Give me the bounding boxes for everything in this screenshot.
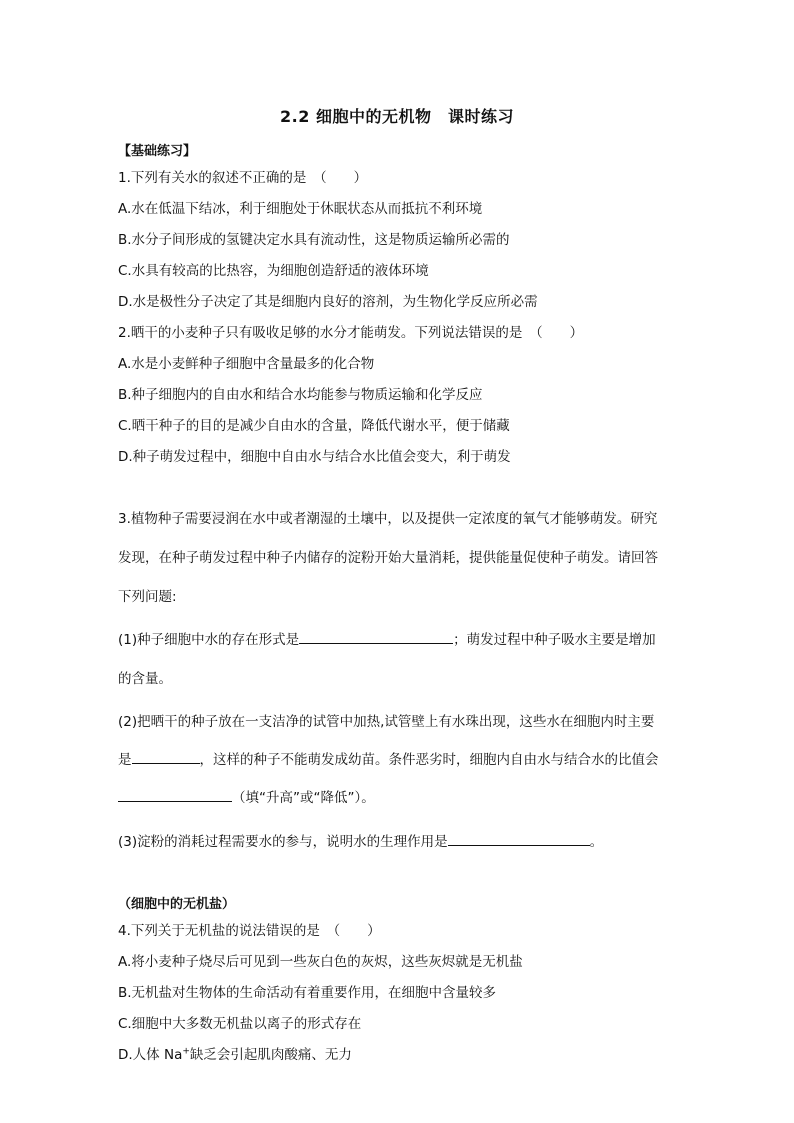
page-title: 2.2 细胞中的无机物 课时练习 (280, 107, 514, 126)
q2-stem: 2.晒干的小麦种子只有吸收足够的水分才能萌发。下列说法错误的是 （ ） (118, 325, 584, 341)
section-inorganic-salts: （细胞中的无机盐） (118, 897, 236, 912)
q3-part-2-text-b: 是 (118, 752, 132, 768)
q2-option-b: B.种子细胞内的自由水和结合水均能参与物质运输和化学反应 (118, 387, 483, 403)
q3-part-1-cont: 的含量。 (118, 671, 172, 687)
q3-part-3-text-b: 。 (589, 834, 604, 850)
q3-part-2-line-3 (118, 786, 375, 806)
q4-option-d-pre: D.人体 Na (118, 1047, 183, 1063)
answer-blank-1[interactable] (299, 629, 453, 644)
q1-option-c: C.水具有较高的比热容，为细胞创造舒适的液体环境 (118, 263, 429, 279)
q3-intro-line-2: 发现，在种子萌发过程中种子内储存的淀粉开始大量消耗，提供能量促使种子萌发。请回答 (118, 550, 658, 566)
q4-stem: 4.下列关于无机盐的说法错误的是 （ ） (118, 923, 381, 939)
q3-part-2-text-d: （填“升高”或“降低”）。 (232, 790, 375, 806)
q1-option-b: B.水分子间形成的氢键决定水具有流动性，这是物质运输所必需的 (118, 232, 510, 248)
answer-blank-4[interactable] (448, 831, 590, 846)
q3-part-3-text-a: (3)淀粉的消耗过程需要水的参与，说明水的生理作用是 (118, 834, 448, 850)
q3-intro-line-1: 3.植物种子需要浸润在水中或者潮湿的土壤中，以及提供一定浓度的氧气才能够萌发。研究 (118, 511, 658, 527)
q3-part-2-text-c: ，这样的种子不能萌发成幼苗。条件恶劣时，细胞内自由水与结合水的比值会 (199, 752, 659, 768)
q3-part-2-line-1: (2)把晒干的种子放在一支洁净的试管中加热,试管壁上有水珠出现，这些水在细胞内时主要 (118, 714, 655, 730)
q3-part-3 (118, 830, 603, 850)
answer-blank-3[interactable] (118, 787, 232, 802)
q2-option-d: D.种子萌发过程中，细胞中自由水与结合水比值会变大，利于萌发 (118, 449, 511, 465)
q3-part-1 (118, 628, 656, 648)
q4-option-a: A.将小麦种子烧尽后可见到一些灰白色的灰烬，这些灰烬就是无机盐 (118, 954, 523, 970)
q3-part-2-line-2 (118, 748, 659, 768)
q2-option-c: C.晒干种子的目的是减少自由水的含量，降低代谢水平，便于储藏 (118, 418, 510, 434)
q1-option-d: D.水是极性分子决定了其是细胞内良好的溶剂，为生物化学反应所必需 (118, 294, 538, 310)
q2-option-a: A.水是小麦鲜种子细胞中含量最多的化合物 (118, 356, 375, 372)
q1-option-a: A.水在低温下结冰，利于细胞处于休眠状态从而抵抗不利环境 (118, 201, 483, 217)
q3-part-1-text-a: (1)种子细胞中水的存在形式是 (118, 632, 300, 648)
q3-part-1-text-b: ；萌发过程中种子吸水主要是增加 (453, 632, 656, 648)
q4-option-d-post: 缺乏会引起肌肉酸痛、无力 (189, 1047, 352, 1063)
answer-blank-2[interactable] (132, 749, 200, 764)
q4-option-c: C.细胞中大多数无机盐以离子的形式存在 (118, 1016, 362, 1032)
section-basic-practice: 【基础练习】 (118, 144, 197, 159)
q1-stem: 1.下列有关水的叙述不正确的是 （ ） (118, 170, 368, 186)
q4-option-d (118, 1043, 352, 1063)
q3-intro-line-3: 下列问题: (118, 589, 177, 605)
q4-option-b: B.无机盐对生物体的生命活动有着重要作用，在细胞中含量较多 (118, 985, 497, 1001)
q4-option-d-sup: + (182, 1046, 190, 1057)
